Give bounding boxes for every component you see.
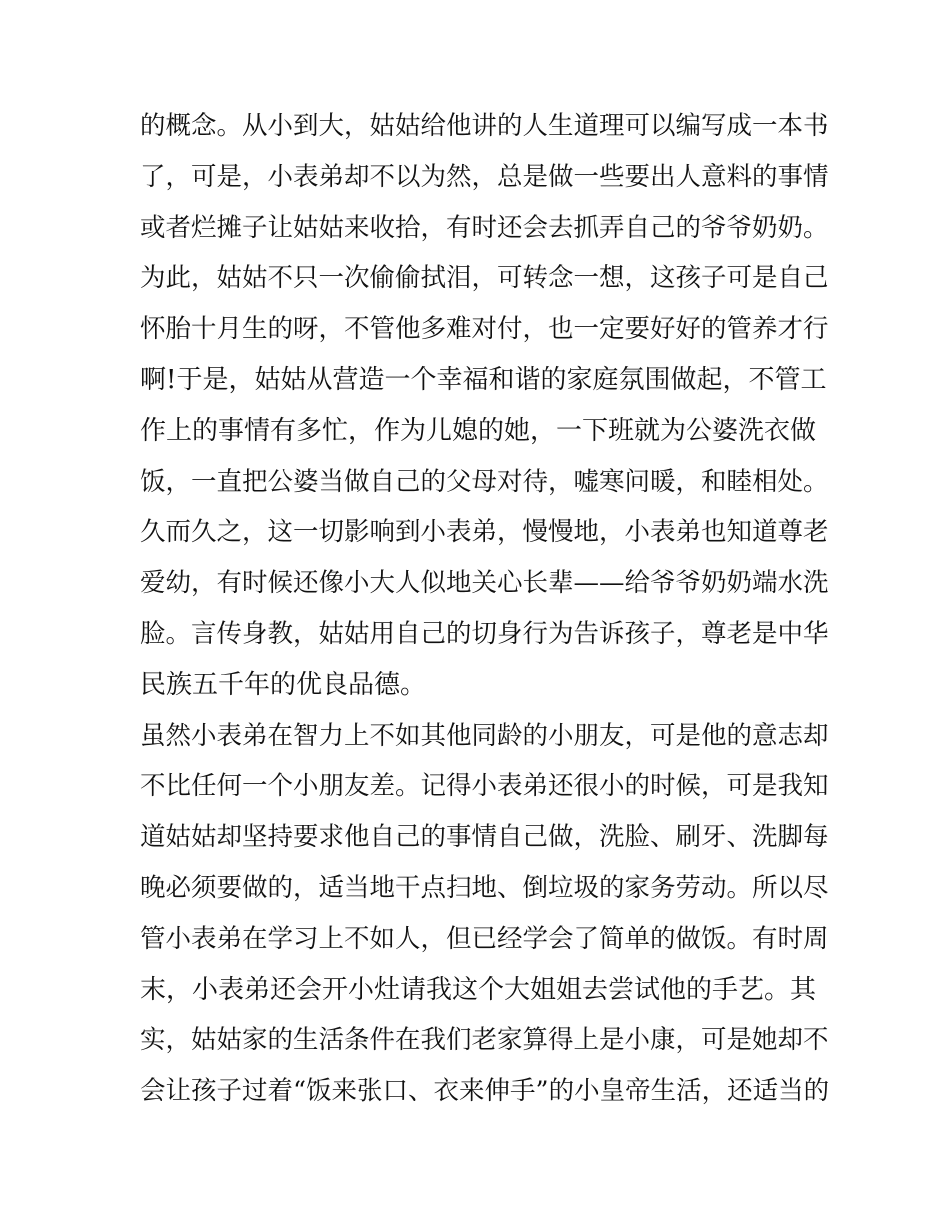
text-line: 管小表弟在学习上不如人，但已经学会了简单的做饭。有时周 (140, 923, 829, 954)
text-line: 晚必须要做的，适当地干点扫地、倒垃圾的家务劳动。所以尽 (140, 872, 829, 903)
text-line: 虽然小表弟在智力上不如其他同龄的小朋友，可是他的意志却 (140, 720, 829, 751)
text-line: 不比任何一个小朋友差。记得小表弟还很小的时候，可是我知 (140, 771, 829, 802)
text-line: 了，可是，小表弟却不以为然，总是做一些要出人意料的事情 (140, 161, 829, 192)
text-line: 或者烂摊子让姑姑来收拾，有时还会去抓弄自己的爷爷奶奶。 (140, 212, 829, 243)
text-line: 久而久之，这一切影响到小表弟，慢慢地，小表弟也知道尊老 (140, 517, 829, 548)
text-line: 饭，一直把公婆当做自己的父母对待，嘘寒问暖，和睦相处。 (140, 466, 829, 497)
text-line: 实，姑姑家的生活条件在我们老家算得上是小康，可是她却不 (140, 1025, 829, 1056)
text-line: 啊!于是，姑姑从营造一个幸福和谐的家庭氛围做起，不管工 (140, 364, 827, 395)
text-line: 末，小表弟还会开小灶请我这个大姐姐去尝试他的手艺。其 (140, 974, 817, 1005)
text-line: 爱幼，有时候还像小大人似地关心长辈——给爷爷奶奶端水洗 (140, 568, 829, 599)
text-line: 的概念。从小到大，姑姑给他讲的人生道理可以编写成一本书 (140, 111, 829, 141)
text-line: 脸。言传身教，姑姑用自己的切身行为告诉孩子，尊老是中华 (140, 618, 829, 649)
text-line: 作上的事情有多忙，作为儿媳的她，一下班就为公婆洗衣做 (140, 415, 817, 446)
text-line: 民族五千年的优良品德。 (140, 669, 427, 700)
text-line: 道姑姑却坚持要求他自己的事情自己做，洗脸、刷牙、洗脚每 (140, 822, 829, 853)
body-text (140, 101, 830, 1117)
text-line: 会让孩子过着“饭来张口、衣来伸手”的小皇帝生活，还适当的 (140, 1076, 830, 1107)
text-line: 为此，姑姑不只一次偷偷拭泪，可转念一想，这孩子可是自己 (140, 263, 829, 294)
text-line: 怀胎十月生的呀，不管他多难对付，也一定要好好的管养才行 (140, 314, 829, 345)
